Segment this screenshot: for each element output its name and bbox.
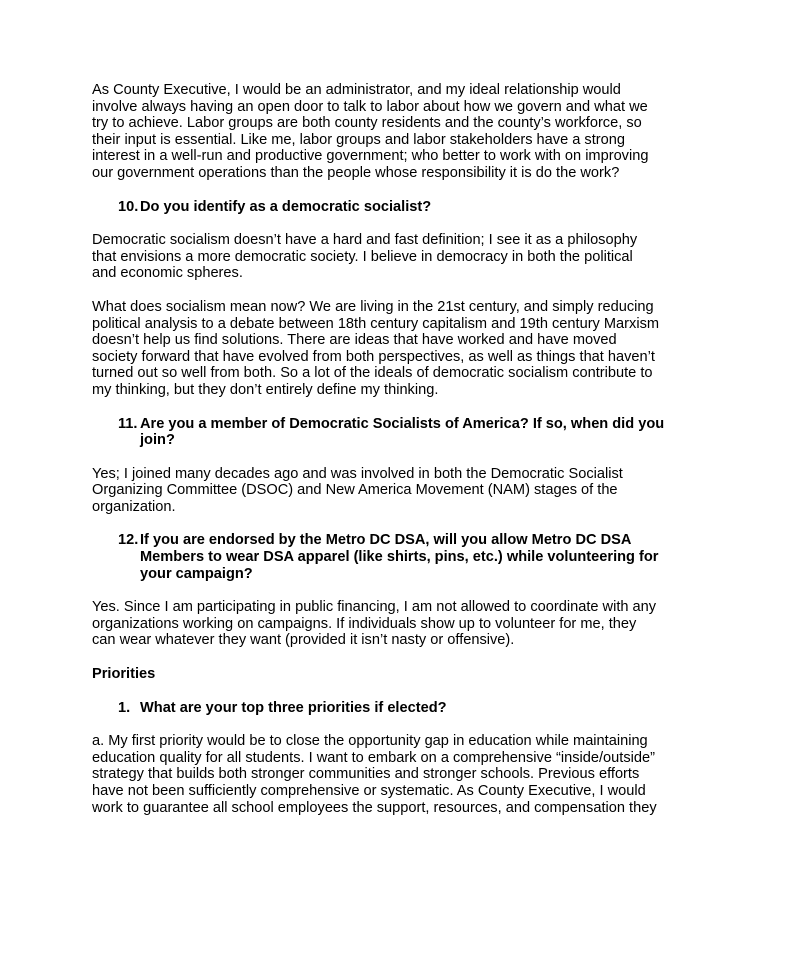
question-12-number: 12. <box>118 532 139 549</box>
intro-paragraph: As County Executive, I would be an administrator, and my ideal relationship would involve always having an open door to talk to labor about how we govern and what we try to achieve. Labor groups are both county residents and the county’s workforce, so their input is essential. Like me, labor groups and labor stakeholders have a strong interest in a well-run and productive government; who better to work with on improving our government operations than the people whose responsibility it is do the work? <box>92 82 649 181</box>
priority-question-1-text: What are your top three priorities if elected? <box>140 699 447 716</box>
section-heading-priorities: Priorities <box>92 666 156 683</box>
question-11-number: 11. <box>118 415 138 432</box>
question-12 <box>118 532 712 582</box>
priority-answer-paragraph: a. My first priority would be to close the opportunity gap in education while maintaining education quality for all students. I want to embark on a comprehensive “inside/outside” strategy that builds both stronger communities and stronger schools. Previous efforts have not been sufficiently comprehensive or systematic. As County Executive, I would work to guarantee all school employees the support, resources, and compensation they <box>92 733 657 816</box>
answer-10-paragraph-1: Democratic socialism doesn’t have a hard and fast definition; I see it as a philosophy that envisions a more democratic society. I believe in democracy in both the political and economic spheres. <box>92 232 638 282</box>
question-12-text: If you are endorsed by the Metro DC DSA, will you allow Metro DC DSA Members to wear DSA apparel (like shirts, pins, etc.) while volunteering for your campaign? <box>140 532 659 582</box>
question-10-number: 10. <box>118 198 139 215</box>
question-10 <box>118 199 712 216</box>
priority-question-1-number: 1. <box>118 699 131 716</box>
question-10-text: Do you identify as a democratic socialist? <box>140 198 432 215</box>
document-page <box>92 82 712 816</box>
answer-10-paragraph-2: What does socialism mean now? We are living in the 21st century, and simply reducing political analysis to a debate between 18th century capitalism and 19th century Marxism doesn’t help us find solutions. There are ideas that have worked and have moved society forward that have evolved from both perspectives, as well as things that haven’t turned out so well from both. So a lot of the ideals of democratic socialism contribute to my thinking, but they don’t entirely define my thinking. <box>92 298 660 398</box>
question-11-text: Are you a member of Democratic Socialists of America? If so, when did you join? <box>140 415 665 449</box>
answer-11-paragraph: Yes; I joined many decades ago and was involved in both the Democratic Socialist Organizing Committee (DSOC) and New America Movement (NAM) stages of the organization. <box>92 465 623 515</box>
priority-question-1 <box>118 700 712 717</box>
question-11 <box>118 416 712 449</box>
answer-12-paragraph: Yes. Since I am participating in public financing, I am not allowed to coordinate with any organizations working on campaigns. If individuals show up to volunteer for me, they can wear whatever they want (provided it isn’t nasty or offensive). <box>92 599 657 649</box>
